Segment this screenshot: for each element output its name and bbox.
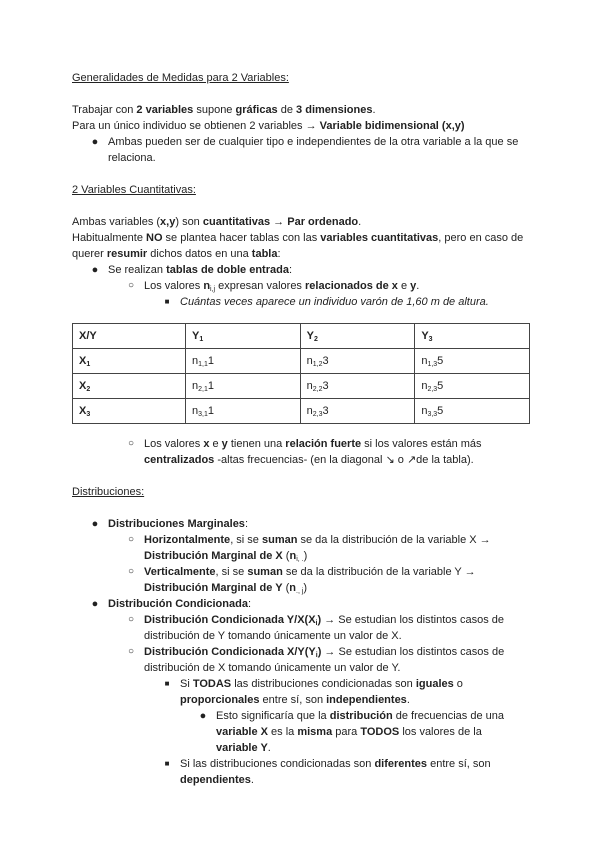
dist-esto-cont-2: variable Y. — [216, 742, 271, 754]
table-cell: $n_{3,1}1$ — [186, 399, 301, 424]
dist-cond-xy-cont: distribución de X tomando únicamente un valor de Y. — [144, 662, 401, 674]
dist-vertical: ○ Verticalmente, si se suman se da la distribución de la variable Y → — [72, 564, 532, 580]
table-cell: $n_{1,1}1$ — [186, 349, 301, 374]
dist-vertical-cont: Distribución Marginal de Y $(n_{., j})$ — [144, 582, 308, 595]
table-cell: $n_{2,3}3$ — [300, 399, 415, 424]
table-cell: $n_{2,2}3$ — [300, 374, 415, 399]
bullet-disc-icon: ● — [91, 264, 99, 276]
dist-todas-cont: proporcionales entre sí, son independientes. — [180, 694, 410, 706]
frequency-table — [72, 323, 530, 424]
quant-sub-2: ○ Los valores x e y tienen una relación fuerte si los valores están más — [72, 436, 532, 452]
table-header-cell: X/Y — [73, 324, 186, 349]
general-line-2: Para un único individuo se obtienen 2 variables → Variable bidimensional (x,y) — [72, 120, 465, 132]
bullet-square-icon: ■ — [164, 759, 170, 768]
dist-conditional: ● Distribución Condicionada: — [72, 596, 532, 612]
table-header-cell: $Y_2$ — [300, 324, 415, 349]
table-row — [73, 399, 530, 424]
quant-line-2: Habitualmente NO se plantea hacer tablas con las variables cuantitativas, pero en caso de — [72, 232, 524, 244]
table-row-label: $X_1$ — [73, 349, 186, 374]
quant-bullet-1: ● Se realizan tablas de doble entrada: — [72, 262, 532, 278]
general-bullet-1: ● Ambas pueden ser de cualquier tipo e independientes de la otra variable a la que se — [72, 134, 532, 150]
bullet-circle-icon: ○ — [127, 646, 135, 657]
bullet-circle-icon: ○ — [127, 614, 135, 625]
quant-line-3: querer resumir dichos datos en una tabla: — [72, 248, 281, 260]
table-cell: $n_{2,3}5$ — [415, 374, 530, 399]
dist-diferentes: ■ Si las distribuciones condicionadas son diferentes entre sí, son — [72, 756, 532, 772]
bullet-circle-icon: ○ — [127, 534, 135, 545]
table-row-label: $X_3$ — [73, 399, 186, 424]
bullet-square-icon: ■ — [164, 297, 170, 306]
quant-line-1: Ambas variables (x,y) son cuantitativas → Par ordenado. — [72, 216, 362, 228]
table-header-cell: $Y_1$ — [186, 324, 301, 349]
document-page — [72, 70, 532, 788]
dist-horizontal: ○ Horizontalmente, si se suman se da la distribución de la variable X → — [72, 532, 532, 548]
bullet-square-icon: ■ — [164, 679, 170, 688]
dist-marginal: ● Distribuciones Marginales: — [72, 516, 532, 532]
table-cell: $n_{1,3}5$ — [415, 349, 530, 374]
heading-quant: 2 Variables Cuantitativas: — [72, 184, 196, 196]
dist-esto-cont: variable X es la misma para TODOS los valores de la — [216, 726, 482, 738]
bullet-disc-icon: ● — [91, 518, 99, 530]
bullet-disc-icon: ● — [91, 136, 99, 148]
dist-cond-yx-cont: distribución de Y tomando únicamente un valor de X. — [144, 630, 402, 642]
table-header-cell: $Y_3$ — [415, 324, 530, 349]
bullet-circle-icon: ○ — [127, 566, 135, 577]
table-row — [73, 374, 530, 399]
table-row — [73, 349, 530, 374]
heading-dist: Distribuciones: — [72, 486, 145, 498]
general-line-1: Trabajar con 2 variables supone gráficas de 3 dimensiones. — [72, 104, 376, 116]
dist-cond-yx: ○ Distribución Condicionada $Y/X(X_i) \to Se$ estudian los distintos casos de — [72, 612, 532, 628]
bullet-circle-icon: ○ — [127, 438, 135, 449]
heading-general: Generalidades de Medidas para 2 Variables: — [72, 72, 289, 84]
bullet-disc-icon: ● — [199, 710, 207, 722]
bullet-circle-icon: ○ — [127, 280, 135, 291]
dist-cond-xy: ○ Distribución Condicionada $X/Y(Y_i) \to Se$ estudian los distintos casos de — [72, 644, 532, 660]
table-cell: $n_{3,3}5$ — [415, 399, 530, 424]
quant-sub-1: ○ Los valores $n_{i,j}$ expresan valores relacionados de x e y. — [72, 278, 532, 294]
quant-subsub-1: ■ Cuántas veces aparece un individuo varón de 1,60 m de altura. — [72, 294, 532, 310]
bullet-disc-icon: ● — [91, 598, 99, 610]
table-row-label: $X_2$ — [73, 374, 186, 399]
dist-diferentes-cont: dependientes. — [180, 774, 254, 786]
table-header-row — [73, 324, 530, 349]
general-bullet-1-cont: relaciona. — [108, 152, 156, 164]
dist-esto: ● Esto significaría que la distribución de frecuencias de una — [72, 708, 532, 724]
table-cell: $n_{2,1}1$ — [186, 374, 301, 399]
dist-horizontal-cont: Distribución Marginal de X $(n_{i, .})$ — [144, 550, 308, 563]
table-cell: $n_{1,2}3$ — [300, 349, 415, 374]
quant-sub-2-cont: centralizados -altas frecuencias- (en la diagonal ↘ o ↗de la tabla). — [144, 454, 474, 466]
dist-todas: ■ Si TODAS las distribuciones condicionadas son iguales o — [72, 676, 532, 692]
